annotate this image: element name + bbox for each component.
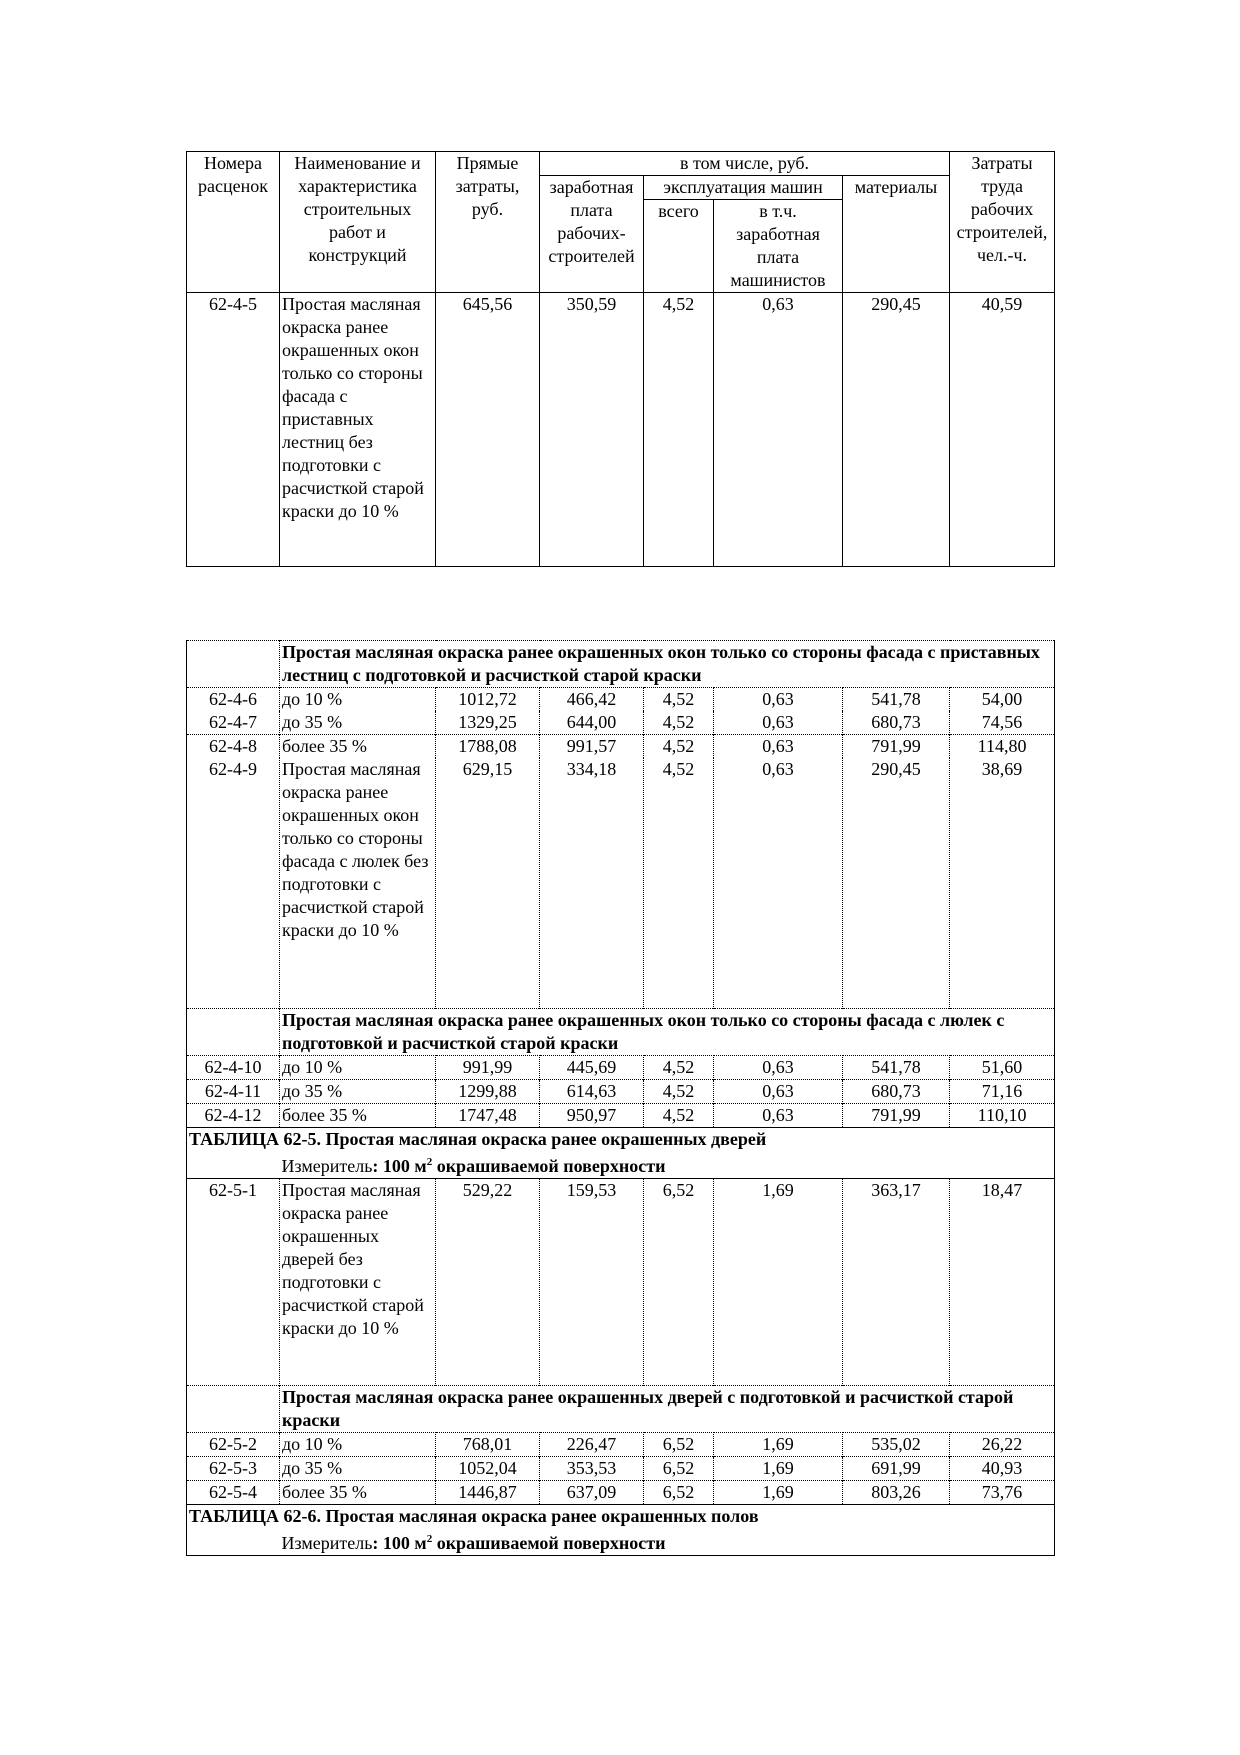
meter-text [280, 1151, 1055, 1179]
rates-header-table [186, 151, 1055, 567]
table-row [187, 1103, 1055, 1127]
rate-direct: 645,56 [436, 293, 540, 567]
meter-rest: окрашиваемой поверхности [432, 1155, 666, 1176]
rate-direct: 529,22 [436, 1178, 540, 1385]
rate-materials: 680,73 [843, 711, 950, 735]
rate-direct: 1788,08 [436, 735, 540, 759]
empty-code-cell [187, 1008, 280, 1055]
rate-direct: 768,01 [436, 1432, 540, 1456]
rate-direct: 1052,04 [436, 1456, 540, 1480]
section-heading: Простая масляная окраска ранее окрашенных окон только со стороны фасада с люлек с подготовкой и расчисткой старой краски [280, 1008, 1055, 1055]
rate-machines-wages: 1,69 [714, 1178, 843, 1385]
table-row [187, 711, 1055, 735]
rate-materials: 791,99 [843, 735, 950, 759]
rate-machines-total: 6,52 [644, 1456, 714, 1480]
rate-machines-total: 6,52 [644, 1178, 714, 1385]
table-title: ТАБЛИЦА 62-5. Простая масляная окраска ранее окрашенных дверей [187, 1127, 1055, 1151]
rate-direct: 1446,87 [436, 1480, 540, 1504]
table-row [187, 1456, 1055, 1480]
rate-wages: 353,53 [540, 1456, 644, 1480]
rate-name: до 35 % [280, 711, 436, 735]
rate-materials: 363,17 [843, 1178, 950, 1385]
rate-materials: 290,45 [843, 758, 950, 1008]
rate-labor: 54,00 [950, 688, 1055, 712]
rate-code: 62-5-4 [187, 1480, 280, 1504]
rate-machines-total: 6,52 [644, 1480, 714, 1504]
rate-machines-wages: 0,63 [714, 688, 843, 712]
header-machines-total: всего [644, 200, 714, 293]
rate-machines-total: 6,52 [644, 1432, 714, 1456]
empty-code-cell [187, 1151, 280, 1179]
rate-labor: 18,47 [950, 1178, 1055, 1385]
rate-code: 62-5-2 [187, 1432, 280, 1456]
rate-code: 62-4-7 [187, 711, 280, 735]
meter-text [280, 1528, 1055, 1556]
table-title-row [187, 1127, 1055, 1151]
rate-machines-total: 4,52 [644, 1079, 714, 1103]
rate-direct: 1012,72 [436, 688, 540, 712]
rate-labor: 38,69 [950, 758, 1055, 1008]
rate-direct: 1299,88 [436, 1079, 540, 1103]
table-title: ТАБЛИЦА 62-6. Простая масляная окраска ранее окрашенных полов [187, 1504, 1055, 1528]
rate-machines-total: 4,52 [644, 711, 714, 735]
empty-code-cell [187, 641, 280, 688]
rate-code: 62-5-1 [187, 1178, 280, 1385]
rate-machines-wages: 1,69 [714, 1480, 843, 1504]
rate-wages: 466,42 [540, 688, 644, 712]
rate-name: более 35 % [280, 1103, 436, 1127]
rate-wages: 445,69 [540, 1055, 644, 1079]
rate-labor: 51,60 [950, 1055, 1055, 1079]
header-direct: Прямые затраты, руб. [436, 152, 540, 293]
section-heading-row [187, 1008, 1055, 1055]
rate-materials: 680,73 [843, 1079, 950, 1103]
table-row [187, 1432, 1055, 1456]
meter-value: : 100 м [372, 1532, 427, 1553]
rate-machines-total: 4,52 [644, 1103, 714, 1127]
rate-direct: 1747,48 [436, 1103, 540, 1127]
rate-labor: 40,59 [950, 293, 1055, 567]
rate-machines-wages: 0,63 [714, 1103, 843, 1127]
rate-code: 62-4-6 [187, 688, 280, 712]
rate-machines-wages: 1,69 [714, 1432, 843, 1456]
rate-name: до 35 % [280, 1456, 436, 1480]
rate-wages: 644,00 [540, 711, 644, 735]
rate-wages: 614,63 [540, 1079, 644, 1103]
rate-code: 62-4-9 [187, 758, 280, 1008]
rate-wages: 350,59 [540, 293, 644, 567]
rate-code: 62-4-12 [187, 1103, 280, 1127]
rate-name: до 10 % [280, 1432, 436, 1456]
header-wages: заработная плата рабочих-строителей [540, 176, 644, 293]
rate-direct: 629,15 [436, 758, 540, 1008]
rate-machines-wages: 0,63 [714, 1055, 843, 1079]
empty-code-cell [187, 1385, 280, 1432]
header-machines-wages: в т.ч. заработная плата машинистов [714, 200, 843, 293]
rate-code: 62-5-3 [187, 1456, 280, 1480]
section-heading: Простая масляная окраска ранее окрашенных дверей с подготовкой и расчисткой старой краски [280, 1385, 1055, 1432]
section-heading-row [187, 641, 1055, 688]
section-heading-row [187, 1385, 1055, 1432]
table-row [187, 688, 1055, 712]
rate-machines-wages: 0,63 [714, 293, 843, 567]
meter-label: Измеритель [281, 1155, 373, 1176]
rate-labor: 74,56 [950, 711, 1055, 735]
meter-rest: окрашиваемой поверхности [432, 1532, 666, 1553]
meter-row [187, 1151, 1055, 1179]
rate-materials: 535,02 [843, 1432, 950, 1456]
rate-machines-total: 4,52 [644, 735, 714, 759]
rate-direct: 1329,25 [436, 711, 540, 735]
table-title-row [187, 1504, 1055, 1528]
rate-wages: 950,97 [540, 1103, 644, 1127]
rate-machines-wages: 1,69 [714, 1456, 843, 1480]
rate-direct: 991,99 [436, 1055, 540, 1079]
rate-name: Простая масляная окраска ранее окрашенных дверей без подготовки с расчисткой старой краски до 10 % [280, 1178, 436, 1385]
meter-label: Измеритель [281, 1532, 373, 1553]
table-row [187, 1178, 1055, 1385]
rate-wages: 226,47 [540, 1432, 644, 1456]
rate-name: до 10 % [280, 1055, 436, 1079]
rate-labor: 71,16 [950, 1079, 1055, 1103]
rate-materials: 691,99 [843, 1456, 950, 1480]
rate-wages: 159,53 [540, 1178, 644, 1385]
rate-materials: 803,26 [843, 1480, 950, 1504]
table-row [187, 1055, 1055, 1079]
rate-name: более 35 % [280, 1480, 436, 1504]
rate-machines-wages: 0,63 [714, 1079, 843, 1103]
rate-machines-total: 4,52 [644, 293, 714, 567]
rate-name: до 10 % [280, 688, 436, 712]
header-materials: материалы [843, 176, 950, 293]
rate-code: 62-4-8 [187, 735, 280, 759]
rate-labor: 73,76 [950, 1480, 1055, 1504]
empty-code-cell [187, 1528, 280, 1556]
meter-value: : 100 м [372, 1155, 427, 1176]
rate-machines-wages: 0,63 [714, 758, 843, 1008]
rate-code: 62-4-5 [187, 293, 280, 567]
rate-labor: 110,10 [950, 1103, 1055, 1127]
rate-name: более 35 % [280, 735, 436, 759]
table-row [187, 735, 1055, 759]
header-name: Наименование и характеристика строительных работ и конструкций [280, 152, 436, 293]
table-row [187, 1079, 1055, 1103]
rate-wages: 637,09 [540, 1480, 644, 1504]
meter-sup: 2 [426, 1532, 433, 1545]
rate-machines-total: 4,52 [644, 758, 714, 1008]
header-incl: в том числе, руб. [540, 152, 950, 176]
table-row [187, 293, 1055, 567]
rate-machines-total: 4,52 [644, 688, 714, 712]
table-row [187, 1480, 1055, 1504]
rate-labor: 26,22 [950, 1432, 1055, 1456]
rate-name: Простая масляная окраска ранее окрашенных окон только со стороны фасада с приставных лестниц без подготовки с расчисткой старой краски до 10 % [280, 293, 436, 567]
rate-materials: 541,78 [843, 688, 950, 712]
rate-machines-wages: 0,63 [714, 735, 843, 759]
rate-name: до 35 % [280, 1079, 436, 1103]
rates-table [186, 640, 1055, 1556]
rate-name: Простая масляная окраска ранее окрашенных окон только со стороны фасада с люлек без подготовки с расчисткой старой краски до 10 % [280, 758, 436, 1008]
header-machines: эксплуатация машин [644, 176, 843, 200]
rate-labor: 40,93 [950, 1456, 1055, 1480]
rate-machines-total: 4,52 [644, 1055, 714, 1079]
meter-row [187, 1528, 1055, 1556]
rate-code: 62-4-10 [187, 1055, 280, 1079]
rate-materials: 541,78 [843, 1055, 950, 1079]
header-code: Номера расценок [187, 152, 280, 293]
rate-machines-wages: 0,63 [714, 711, 843, 735]
rate-wages: 991,57 [540, 735, 644, 759]
rate-labor: 114,80 [950, 735, 1055, 759]
header-labor: Затраты труда рабочих строителей, чел.-ч. [950, 152, 1055, 293]
rate-materials: 791,99 [843, 1103, 950, 1127]
rate-code: 62-4-11 [187, 1079, 280, 1103]
table-row [187, 758, 1055, 1008]
rate-wages: 334,18 [540, 758, 644, 1008]
meter-sup: 2 [426, 1155, 433, 1168]
section-heading: Простая масляная окраска ранее окрашенных окон только со стороны фасада с приставных лестниц с подготовкой и расчисткой старой краски [282, 642, 1040, 685]
rate-materials: 290,45 [843, 293, 950, 567]
